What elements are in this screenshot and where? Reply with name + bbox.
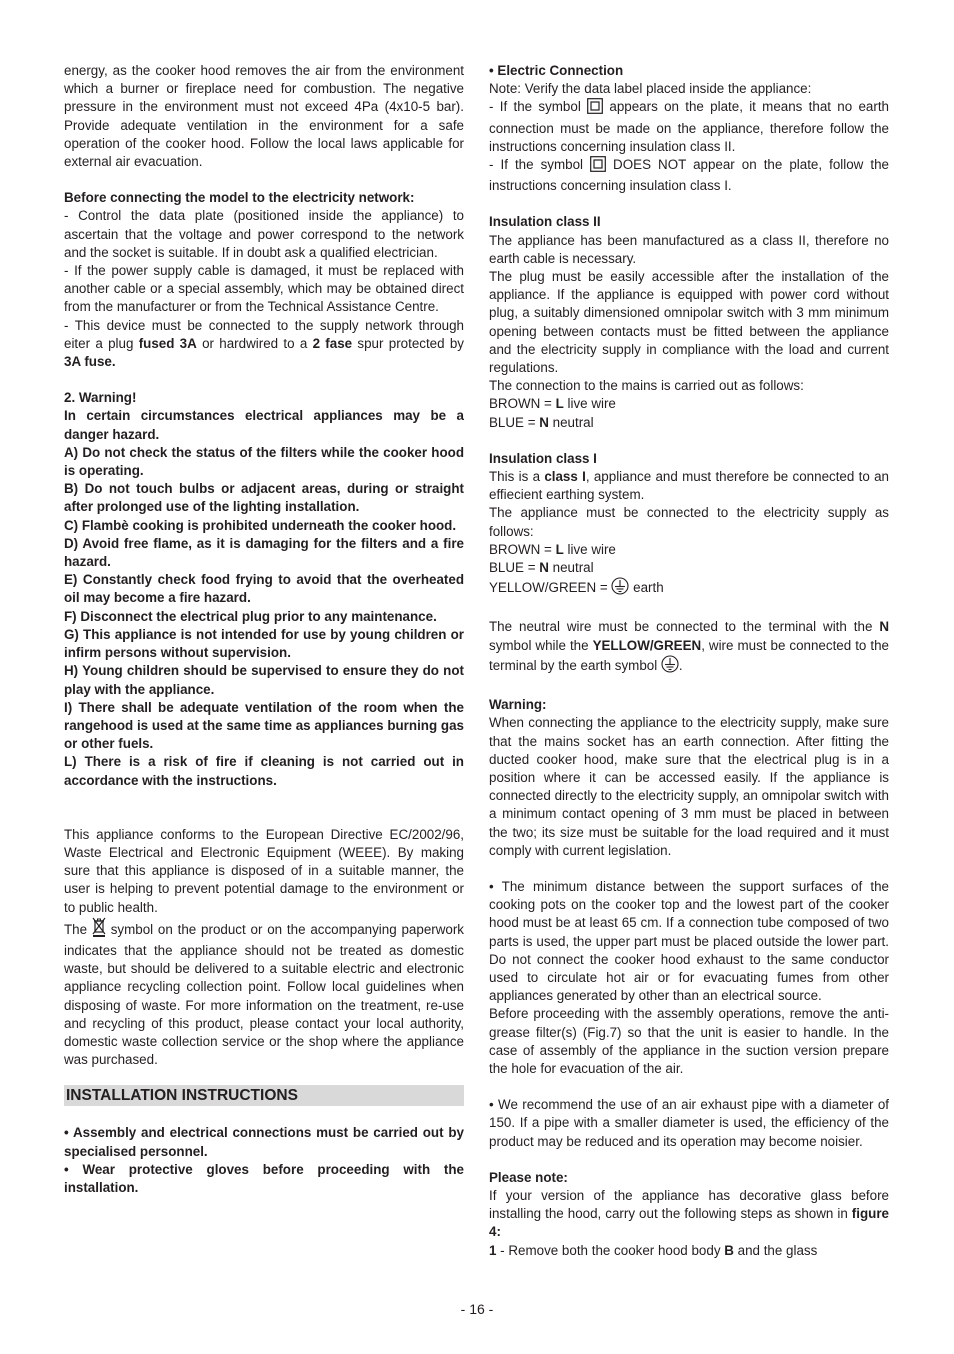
text: - This device must be connected to the supply network through eiter a plug xyxy=(64,317,464,351)
class-2-text: The connection to the mains is carried out as follows: xyxy=(489,378,804,394)
text: - If the symbol xyxy=(489,157,591,173)
weee-symbol-paragraph xyxy=(64,917,464,1070)
warning-item: I) There shall be adequate ventilation of the room when the rangehood is used at the same time as appliances burning gas or other fuels. xyxy=(64,699,464,752)
page-number: - 16 - xyxy=(460,1301,494,1317)
please-note-heading: Please note: xyxy=(489,1169,568,1185)
text: , appliance and must therefore be connected to an effiecient earthing system. xyxy=(489,469,889,503)
text: BLUE = xyxy=(489,414,540,430)
before-item-1: - Control the data plate (positioned inside the appliance) to ascertain that the voltage and power correspond to the network and the socket is suitable. If in doubt ask a qualified electrician. xyxy=(64,208,464,260)
install-item-2: • Wear protective gloves before proceeding with the installation. xyxy=(64,1161,464,1195)
warning-text: When connecting the appliance to the electricity supply, make sure that the mains socket has an earth connection. After fitting the ducted cooker hood, make sure that the electrical plug is in a position where it can be accessed easily. If the appliance is connected directly to the electricity supply, an omnipolar switch with a minimum contact opening of 3 mm must be placed in between the two; its size must be suitable for the load required and it must comply with current legislation. xyxy=(489,715,889,858)
text-bold: fused 3A xyxy=(138,335,197,351)
warning-heading: Warning: xyxy=(489,697,547,713)
blue-wire xyxy=(489,414,889,432)
install-item-1: • Assembly and electrical connections must be carried out by specialised personnel. xyxy=(64,1125,464,1159)
warning-item: B) Do not touch bulbs or adjacent areas, during or straight after prolonged use of the lighting installation. xyxy=(64,481,464,515)
text: symbol while the xyxy=(489,637,593,653)
crossed-bin-icon xyxy=(92,917,106,942)
warning-item: E) Constantly check food frying to avoid that the overheated oil may become a fire hazard. xyxy=(64,572,464,606)
class-1-text: The appliance must be connected to the electricity supply as follows: xyxy=(489,505,889,539)
warning-item: D) Avoid free flame, as it is damaging for the filters and a fire hazard. xyxy=(64,535,464,570)
text: and the glass xyxy=(733,1242,818,1258)
class-2-heading: Insulation class II xyxy=(489,214,601,230)
text: . xyxy=(678,657,683,673)
intro-paragraph: energy, as the cooker hood removes the air from the environment which a burner or fireplace need for combustion. The negative pressure in the environment must not exceed 4Pa (4x10-5 bar). Provide adequate ventilation in the environment for a safe operation of the cooker hood. Follow the local laws applicable for external air evacuation. xyxy=(64,63,464,170)
before-item-3 xyxy=(64,317,464,372)
text-bold: 2 fase xyxy=(312,335,353,351)
warning-item: In certain circumstances electrical appliances may be a danger hazard. xyxy=(64,408,464,442)
text-bold: figure 4: xyxy=(489,1206,889,1240)
text: live wire xyxy=(563,396,616,412)
installation-section-title: INSTALLATION INSTRUCTIONS xyxy=(64,1085,464,1106)
text-bold: 3A fuse. xyxy=(64,354,116,370)
text: This is a xyxy=(489,469,545,485)
warning-item: F) Disconnect the electrical plug prior to any maintenance. xyxy=(64,608,437,624)
assembly-paragraph: Before proceeding with the assembly operations, remove the anti-grease filter(s) (Fig.7) so that the unit is easier to handle. In the case of assembly of the appliance in the suction version prepare the hole for evacuation of the air. xyxy=(489,1006,889,1076)
yellow-green-wire xyxy=(489,577,889,600)
text-bold: class I xyxy=(544,469,586,485)
text: DOES NOT appear on the plate, follow the instructions concerning insulation class I. xyxy=(489,157,889,194)
text: symbol on the product or on the accompanying paperwork indicates that the appliance should not be treated as domestic waste, but should be delivered to a suitable electric and electronic appliance recycling collection point. Follow local guidelines when disposing of waste. For more information on the treatment, re-use and recycling of this product, please contact your local authority, domestic waste collection service or the shop where the appliance was purchased. xyxy=(64,921,465,1068)
text: BLUE = xyxy=(489,560,540,576)
text-bold: N xyxy=(879,619,889,635)
electric-connection-heading: • Electric Connection xyxy=(489,63,624,78)
left-column xyxy=(64,62,464,1197)
exhaust-pipe-paragraph: • We recommend the use of an air exhaust pipe with a diameter of 150. If a pipe with a smaller diameter is used, the efficiency of the product may be reduced and its operation may become noisier. xyxy=(489,1097,889,1149)
double-square-icon xyxy=(587,98,603,119)
text: If your version of the appliance has decorative glass before installing the hood, carry out the following steps as shown in xyxy=(489,1187,889,1222)
electric-note: Note: Verify the data label placed inside the appliance: xyxy=(489,81,812,97)
class-2-text: The appliance has been manufactured as a class II, therefore no earth cable is necessary. xyxy=(489,232,889,266)
distance-paragraph: • The minimum distance between the support surfaces of the cooking pots on the cooker top and the lowest part of the cooker hood must be at least 65 cm. If a connection tube composed of two parts is used, the upper part must be placed outside the lower part. Do not connect the cooker hood exhaust to the same conductor used to circulate hot air or for evacuating fumes from other appliances generated by other than an electrical source. xyxy=(489,878,889,1004)
text: or hardwired to a xyxy=(196,335,313,351)
text: earth xyxy=(629,580,664,596)
earth-symbol-icon xyxy=(611,577,629,600)
text-bold: B xyxy=(724,1242,734,1258)
warning-title: 2. Warning! xyxy=(64,390,137,406)
neutral-wire-paragraph xyxy=(489,618,889,678)
text: , wire must be connected to the terminal by the earth symbol xyxy=(489,637,889,673)
warning-item: H) Young children should be supervised to ensure they do not play with the appliance. xyxy=(64,663,464,697)
text: appears on the plate, it means that no earth connection must be made on the appliance, therefore follow the instructions concerning insulation class II. xyxy=(489,99,889,154)
text-bold: YELLOW/GREEN xyxy=(592,637,702,653)
class-1-heading: Insulation class I xyxy=(489,450,597,466)
before-item-2: - If the power supply cable is damaged, it must be replaced with another cable or a special assembly, which may be obtained direct from the manufacturer or from the Technical Assistance Centre. xyxy=(64,263,464,315)
class-2-text: The plug must be easily accessible after the installation of the appliance. If the appliance is equipped with power cord without plug, a suitably dimensioned omnipolar switch with 3 mm minimum opening between contacts must be fitted between the appliance and the electricity supply in compliance with the load and current regulations. xyxy=(489,269,889,376)
electric-item-1 xyxy=(489,98,889,156)
text: neutral xyxy=(548,414,594,430)
right-column xyxy=(489,62,889,1260)
warning-item: G) This appliance is not intended for use by young children or infirm persons without supervision. xyxy=(64,626,464,661)
text-bold: N xyxy=(539,560,549,576)
text-bold: L xyxy=(555,396,564,412)
text: - Remove both the cooker hood body xyxy=(496,1242,725,1258)
text: spur protected by xyxy=(352,335,465,351)
before-connecting-heading: Before connecting the model to the electricity network: xyxy=(64,190,415,206)
blue-wire xyxy=(489,559,889,577)
text: The neutral wire must be connected to the terminal with the xyxy=(489,619,880,635)
text-bold: L xyxy=(555,541,564,557)
please-note-text xyxy=(489,1187,889,1242)
text: YELLOW/GREEN = xyxy=(489,580,612,596)
brown-wire xyxy=(489,395,889,413)
class-1-text xyxy=(489,468,889,504)
text-bold: N xyxy=(539,414,549,430)
brown-wire xyxy=(489,541,889,559)
text: live wire xyxy=(563,541,616,557)
electric-item-2 xyxy=(489,156,889,195)
text: BROWN = xyxy=(489,541,556,557)
text-bold: 1 xyxy=(489,1242,497,1258)
warning-item: C) Flambè cooking is prohibited underneath the cooker hood. xyxy=(64,517,457,533)
warning-item: A) Do not check the status of the filters while the cooker hood is operating. xyxy=(64,444,464,479)
double-square-icon xyxy=(590,156,606,177)
text: The xyxy=(64,921,92,937)
text: BROWN = xyxy=(489,396,556,412)
weee-paragraph: This appliance conforms to the European Directive EC/2002/96, Waste Electrical and Electronic Equipment (WEEE). By making sure that this appliance is disposed of in a suitable manner, the user is helping to prevent potential damage to the environment or to public health. xyxy=(64,826,464,915)
warning-item: L) There is a risk of fire if cleaning is not carried out in accordance with the instructions. xyxy=(64,754,464,788)
text: - If the symbol xyxy=(489,99,588,115)
text: neutral xyxy=(548,560,594,576)
earth-symbol-icon xyxy=(661,655,679,678)
step-1 xyxy=(489,1242,889,1260)
